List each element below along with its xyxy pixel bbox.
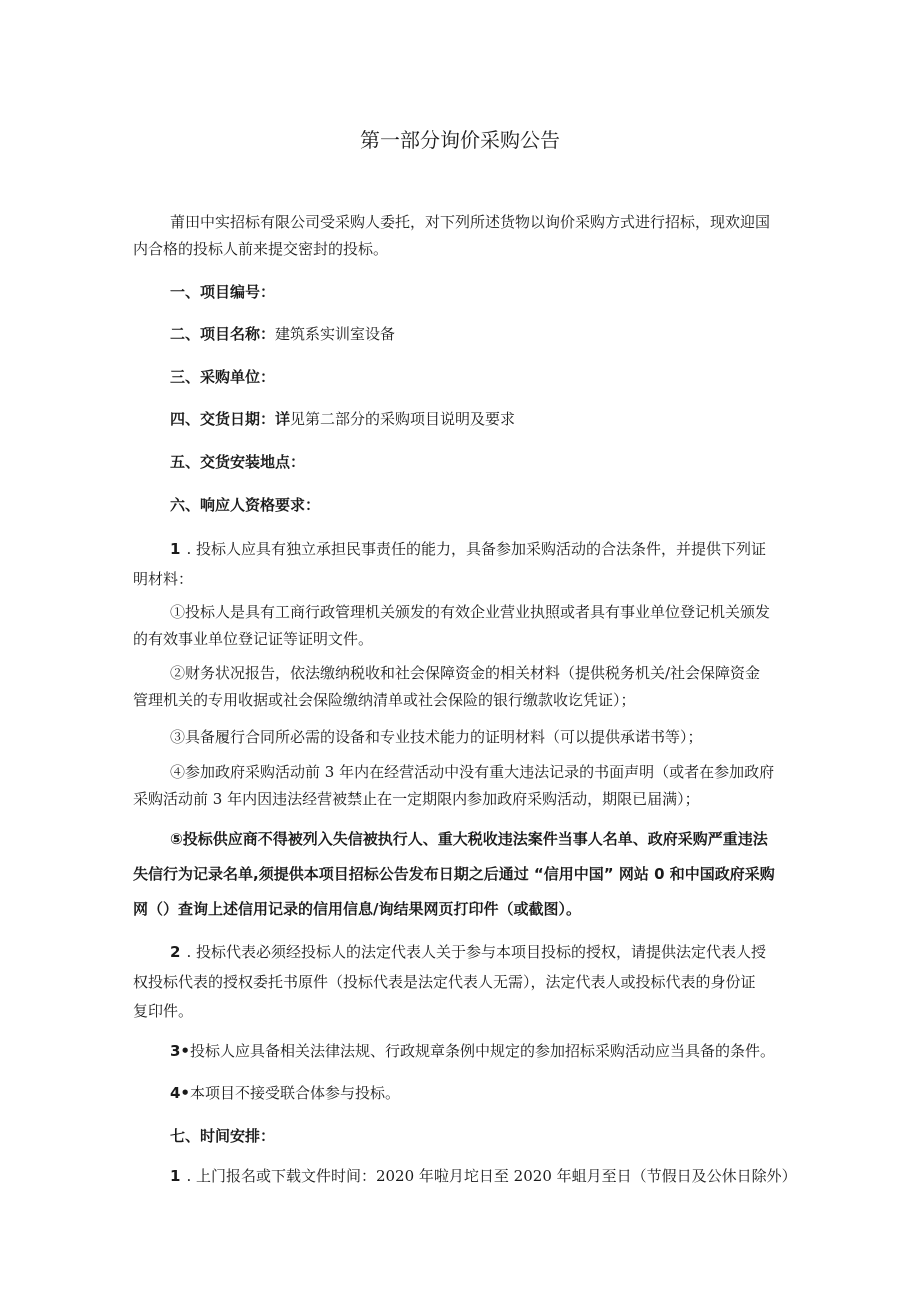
- section-label: 一、项目编号：: [170, 283, 276, 301]
- clause-4-line-1: ④参加政府采购活动前 3 年内在经营活动中没有重大违法记录的书面声明（或者在参加政府: [170, 763, 775, 781]
- requirement-2-line-2: 权投标代表的授权委托书原件（投标代表是法定代表人无需），法定代表人或投标代表的身份证: [133, 973, 756, 991]
- clause-1-line-1: ①投标人是具有工商行政管理机关颁发的有效企业营业执照或者具有事业单位登记机关颁发: [170, 603, 771, 621]
- requirement-1-line-2: 明材料：: [133, 570, 194, 588]
- section-project-number: [170, 282, 275, 302]
- section-schedule: 七、时间安排：: [170, 1127, 276, 1145]
- item-text: . 投标代表必须经投标人的法定代表人关于参与本项目投标的授权，请提供法定代表人授: [186, 943, 766, 961]
- requirement-3: [170, 1041, 775, 1061]
- section-label: 二、项目名称：: [170, 325, 276, 343]
- section-value: 建筑系实训室设备: [275, 325, 396, 343]
- section-qualification: 六、响应人资格要求：: [170, 496, 321, 514]
- item-number: 3•: [170, 1042, 191, 1060]
- section-delivery-date: [170, 409, 515, 429]
- item-text: 本项目不接受联合体参与投标。: [190, 1084, 401, 1102]
- clause-5-line-3: 网（）查询上述信用记录的信用信息/询结果网页打印件（或截图）。: [133, 900, 581, 918]
- section-project-name: [170, 324, 395, 344]
- clause-5-line-1: ⑤投标供应商不得被列入失信被执行人、重大税收违法案件当事人名单、政府采购严重违法: [170, 830, 768, 848]
- clause-1-line-2: 的有效事业单位登记证等证明文件。: [133, 630, 374, 648]
- section-label: 四、交货日期：详: [170, 410, 291, 428]
- item-number: 4•: [170, 1084, 191, 1102]
- clause-3: ③具备履行合同所必需的设备和专业技术能力的证明材料（可以提供承诺书等）；: [170, 728, 703, 746]
- item-number: 1: [170, 540, 181, 558]
- section-delivery-location: [170, 452, 305, 472]
- section-label: 三、采购单位：: [170, 368, 276, 386]
- clause-4-line-2: 采购活动前 3 年内因违法经营被禁止在一定期限内参加政府采购活动，期限已届满）；: [133, 790, 700, 808]
- clause-2-line-2: 管理机关的专用收据或社会保险缴纳清单或社会保险的银行缴款收讫凭证）；: [133, 691, 636, 709]
- intro-line-1: 莆田中实招标有限公司受采购人委托，对下列所述货物以询价采购方式进行招标，现欢迎国: [170, 213, 771, 231]
- page-title: 第一部分询价采购公告: [360, 128, 560, 152]
- item-text: 投标人应具备相关法律法规、行政规章条例中规定的参加招标采购活动应当具备的条件。: [190, 1042, 776, 1060]
- item-text: . 投标人应具有独立承担民事责任的能力，具备参加采购活动的合法条件，并提供下列证: [186, 540, 766, 558]
- item-number: 2: [170, 943, 181, 961]
- schedule-item-1: [170, 1166, 797, 1186]
- intro-line-2: 内合格的投标人前来提交密封的投标。: [133, 240, 389, 258]
- item-number: 1: [170, 1167, 181, 1185]
- requirement-1-line-1: [170, 539, 766, 559]
- requirement-2-line-3: 复印件。: [133, 1002, 194, 1020]
- clause-2-line-1: ②财务状况报告，依法缴纳税收和社会保障资金的相关材料（提供税务机关/社会保障资金: [170, 664, 761, 682]
- requirement-2-line-1: [170, 942, 766, 962]
- clause-5-line-2: 失信行为记录名单,须提供本项目招标公告发布日期之后通过 “信用中国” 网站 0 和中国政府采购: [133, 865, 775, 883]
- section-purchasing-unit: [170, 367, 275, 387]
- section-value: 见第二部分的采购项目说明及要求: [290, 410, 516, 428]
- section-label: 五、交货安装地点：: [170, 453, 306, 471]
- item-text: . 上门报名或下载文件时间：2020 年啦月坨日至 2020 年蛆月至日（节假日及公休日除外）: [186, 1167, 797, 1185]
- requirement-4: [170, 1083, 400, 1103]
